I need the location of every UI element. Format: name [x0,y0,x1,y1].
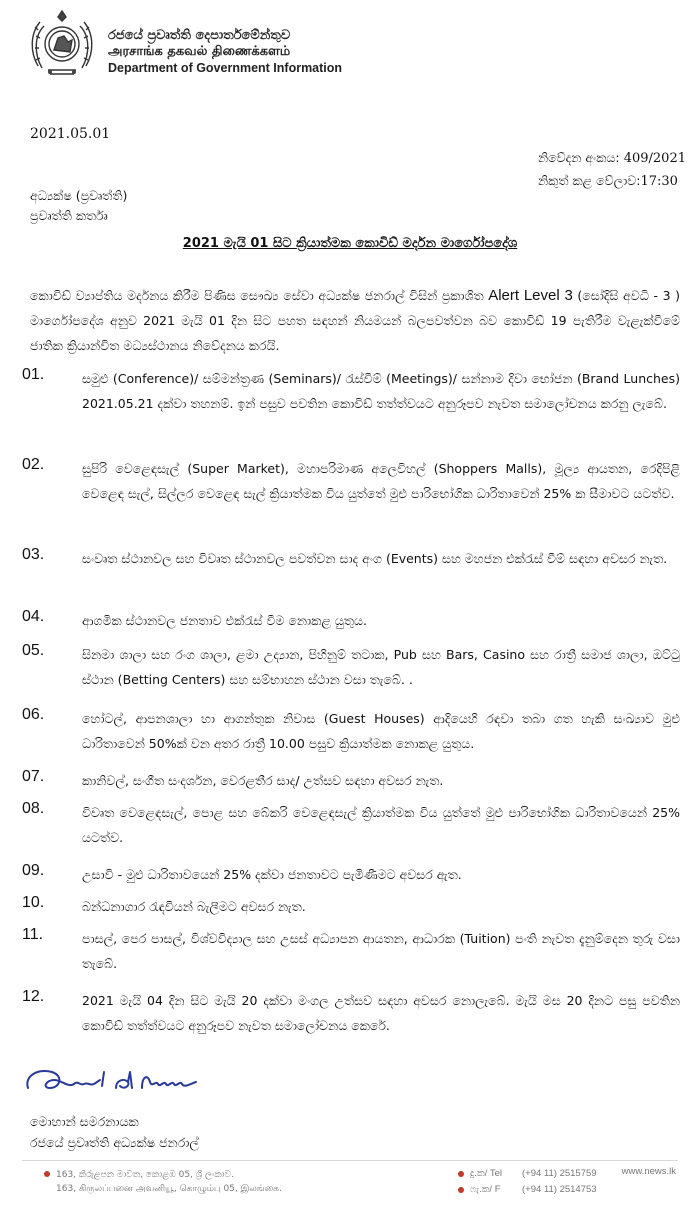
list-item-text: කානිවල්, සංගීත සංදර්ශන, වෙරළතීර සාද/ උත්සව සඳහා අවසර නැත. [82,773,444,788]
release-number-label: නිවේදන අංකය: [538,150,620,165]
list-item-number: 02. [22,456,45,473]
list-item-number: 05. [22,642,45,659]
phone-label: දු.ක/ Tel [470,1168,502,1179]
issue-time-label: නිකුත් කළ වේලාව: [538,173,641,188]
intro-text-1: කොවිඩ් ව්‍යාප්තිය මර්දනය කිරීම පිණිස සෞඛ්‍ය සේවා අධ්‍යක්ෂ ජනරාල් විසින් ප්‍රකාශිත [30,288,489,303]
address-bullet-icon [44,1171,50,1177]
footer-contacts [470,1166,597,1198]
department-name [108,28,342,76]
list-item-number: 01. [22,366,45,383]
list-item-text: සංවෘත ස්ථානවල සහ විවෘත ස්ථානවල පවත්වන සාද අංග (Events) සහ මහජන එක්රැස් වීම් සඳහා අවසර නැත. [82,551,668,566]
list-item-number: 12. [22,988,45,1005]
document-title: 2021 මැයි 01 සිට ක්‍රියාත්මක කොවිඩ් මර්දන මාර්ගෝපදේශ [182,236,518,251]
list-item-text: පාසල්, පෙර පාසල්, විශ්වවිද්‍යාල සහ උසස් අධ්‍යාපන ආයතන, ආධාරක (Tuition) පංති නැවත දැනුම්දෙන තුරු වසා තැබේ. [82,931,680,971]
issue-time: 17:30 [640,174,678,189]
address-tamil: 163, கிருலப்பனை அவனியூ, கொழும்பு 05, இலங்கை. [56,1184,282,1194]
footer-divider [22,1160,678,1161]
intro-text-2: (සෝදිසි අවධි - 3 ) මාර්ගෝපදේශ අනුව 2021 මැයි 01 දින සිට පහත සඳහන් නියමයන් බලපවත්වන බව කොවිඩ් 19 පැතිරීම වැළැක්වීමේ ජාතික ක්‍රියාන්විත මධ්‍යස්ථානය නිවේදනය කරයි. [30,288,680,353]
list-item-text: හෝටල්, ආපනශාලා හා ආගන්තුක නිවාස (Guest Houses) ආදියෙහි රඳවා තබා ගත හැකි සංඛ්‍යාව මුළු ධාරිතාවෙන් 50%ක් වන අතර රාත්‍රී 10.00 පසුව ක්‍රියාත්මක නොකළ යුතුය. [82,711,680,751]
recipient-line-2: ප්‍රවෘත්ති කර්තෘ [30,208,108,223]
list-item-text: විවෘත වෙළෙඳසැල්, පොළ සහ බේකරි වෙළෙඳසැල් ක්‍රියාත්මක විය යුත්තේ මුළු පාරිභෝගික ධාරිතාවයෙන් 25% යටත්ව. [82,805,680,845]
signatory-title: රජයේ ප්‍රවෘත්ති අධ්‍යක්ෂ ජනරාල් [30,1135,199,1150]
intro-paragraph [30,283,680,358]
list-item-text: 2021 මැයි 04 දින සිට මැයි 20 දක්වා මංගල උත්සව සඳහා අවසර නොලැබේ. මැයි මස 20 දිනට පසු පවතින කොවිඩ් තත්ත්වයට අනුරූපව නැවත සමාලෝචනය කෙරේ. [82,993,680,1033]
list-item-number: 09. [22,862,45,879]
letterhead [28,8,688,82]
address-sinhala: 163, කිරුළපන මාවත, කොළඹ 05, ශ්‍රී ලංකාව. [56,1170,234,1180]
recipient-line-1: අධ්‍යක්ෂ (ප්‍රවෘත්ති) [30,188,128,203]
signatory-name: මොහාන් සමරනායක [30,1114,139,1129]
signatory-block [30,1111,199,1153]
list-item-text: බන්ධනාගාර රැඳවියන් බැලීමට අවසර නැත. [82,899,306,914]
list-item-number: 10. [22,894,45,911]
list-item-number: 06. [22,706,45,723]
department-name-tamil: அரசாங்க தகவல் திணைக்களம் [108,44,291,59]
list-item-number: 08. [22,800,45,817]
fax-number: (+94 11) 2514753 [522,1184,597,1195]
phone-number: (+94 11) 2515759 [522,1168,597,1179]
list-item-text: සිනමා ශාලා සහ රංග ශාලා, ළමා උද්‍යාන, පිහිනුම් තටාක, Pub සහ Bars, Casino සහ රාත්‍රී සමාජ ශාලා, ඔට්ටු ස්ථාන (Betting Centers) සහ සම්භාහන ස්ථාන වසා තැබේ. . [82,647,680,687]
list-item-number: 03. [22,546,45,563]
list-item-text: උසාවි - මුළු ධාරිතාවයෙන් 25% දක්වා ජනතාවට පැමිණීමට අවසර ඇත. [82,867,462,882]
intro-alert-level: Alert Level 3 [488,287,573,304]
list-item-number: 11. [22,926,44,943]
list-item-number: 04. [22,608,45,625]
sri-lanka-state-emblem-icon [28,8,96,80]
release-date: 2021.05.01 [30,126,111,142]
list-item-text: සමුළු (Conference)/ සම්මන්ත්‍රණ (Seminars)/ රැස්වීම් (Meetings)/ සන්නාම දිවා භෝජන (Brand Lunches) 2021.05.21 දක්වා තහනම්. ඉන් පසුව පවතින කොවිඩ් තත්ත්වයට අනුරූපව නැවත සමාලෝචනය කරනු ලැබේ. [82,371,680,411]
department-name-sinhala: රජයේ ප්‍රවෘත්ති දෙපාර්තමේන්තුව [108,28,291,43]
footer-address [56,1168,282,1196]
phone-bullet-icon [458,1171,464,1177]
fax-bullet-icon [458,1187,464,1193]
website-link[interactable]: www.news.lk [621,1166,676,1177]
handwritten-signature-icon [20,1058,260,1108]
recipient-block [30,186,127,226]
list-item-text: සුපිරි වෙළෙඳසැල් (Super Market), මහාපරිමාණ අලෙවිහල් (Shoppers Malls), මූල්‍ය ආයතන, රෙදිපිළි වෙළෙඳ සැල්, සිල්ලර වෙළෙඳ සැල් ක්‍රියාත්මක විය යුත්තේ මුළු පාරිභෝගික ධාරිතාවෙන් 25% ක සීමාවට යටත්ව. [82,461,680,501]
list-item-text: ආගමික ස්ථානවල ජනතාව එක්රැස් වීම නොකළ යුතුය. [82,613,367,628]
reference-block [538,147,686,193]
list-item-number: 07. [22,768,45,785]
release-number: 409/2021 [623,151,686,166]
department-name-english: Department of Government Information [108,61,343,75]
fax-label: ෆැ.ක/ F [470,1184,501,1195]
